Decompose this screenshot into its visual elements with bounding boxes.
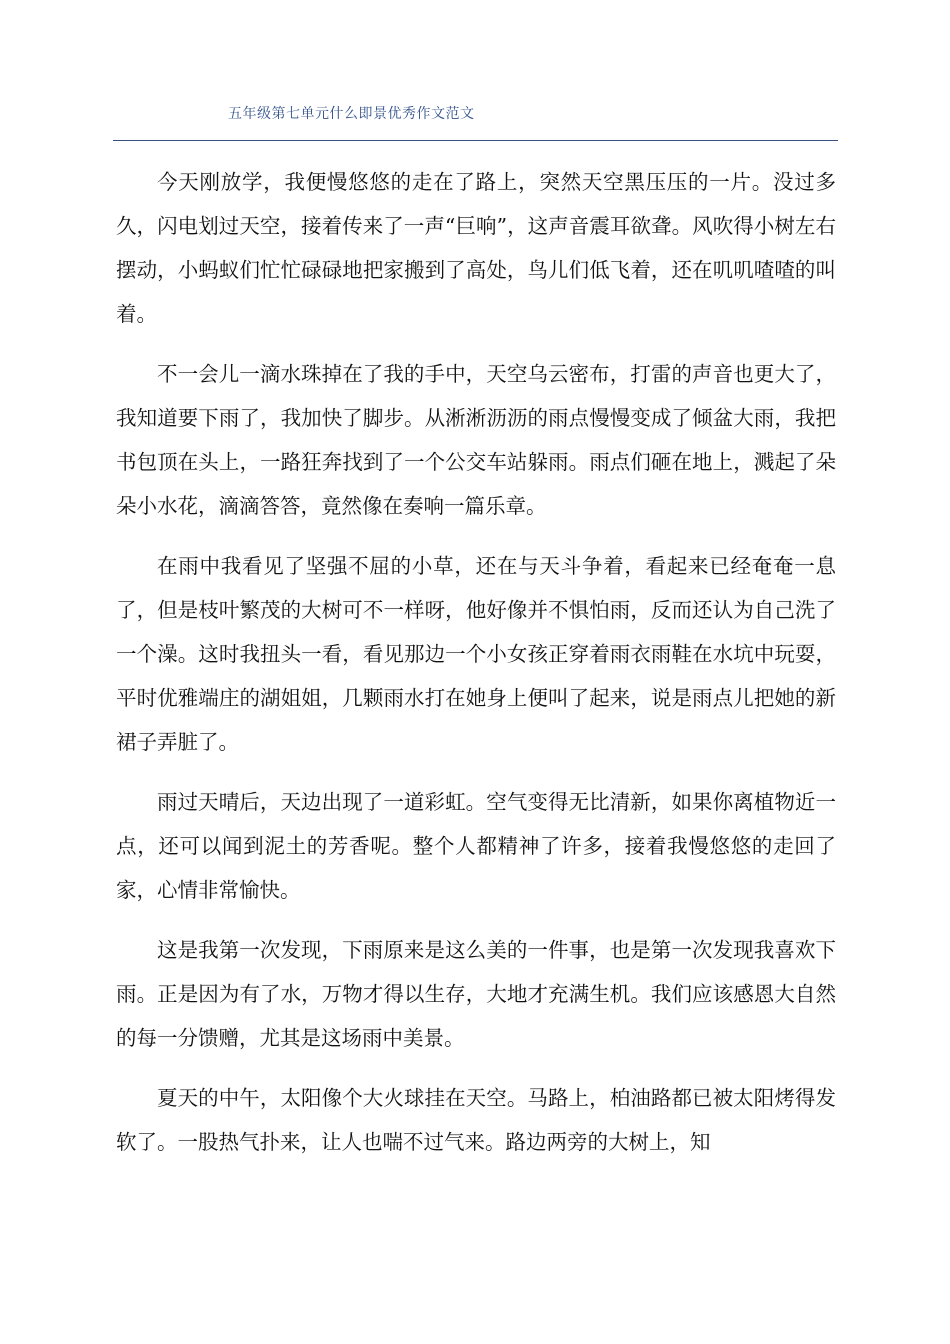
paragraph-5: 这是我第一次发现，下雨原来是这么美的一件事，也是第一次发现我喜欢下雨。正是因为有了水，万物才得以生存，大地才充满生机。我们应该感恩大自然的每一分馈赠，尤其是这场雨中美景。 [116,938,836,1050]
paragraph-4: 雨过天晴后，天边出现了一道彩虹。空气变得无比清新，如果你离植物近一点，还可以闻到泥土的芳香呢。整个人都精神了许多，接着我慢悠悠的走回了家，心情非常愉快。 [116,790,836,902]
paragraph-2: 不一会儿一滴水珠掉在了我的手中，天空乌云密布，打雷的声音也更大了，我知道要下雨了，我加快了脚步。从淅淅沥沥的雨点慢慢变成了倾盆大雨，我把书包顶在头上，一路狂奔找到了一个公交车站躲雨。雨点们砸在地上，溅起了朵朵小水花，滴滴答答，竟然像在奏响一篇乐章。 [116,362,836,518]
page-header-title: 五年级第七单元什么即景优秀作文范文 [228,106,475,122]
paragraph-1: 今天刚放学，我便慢悠悠的走在了路上，突然天空黑压压的一片。没过多久，闪电划过天空，接着传来了一声“巨响”，这声音震耳欲聋。风吹得小树左右摆动，小蚂蚁们忙忙碌碌地把家搬到了高处，鸟儿们低飞着，还在叽叽喳喳的叫着。 [116,170,836,326]
header-divider [113,140,838,141]
paragraph-3: 在雨中我看见了坚强不屈的小草，还在与天斗争着，看起来已经奄奄一息了，但是枝叶繁茂的大树可不一样呀，他好像并不惧怕雨，反而还认为自己洗了一个澡。这时我扭头一看，看见那边一个小女孩正穿着雨衣雨鞋在水坑中玩耍，平时优雅端庄的湖姐姐，几颗雨水打在她身上便叫了起来，说是雨点儿把她的新裙子弄脏了。 [116,554,836,754]
article-body [116,160,836,1180]
paragraph-6: 夏天的中午，太阳像个大火球挂在天空。马路上，柏油路都已被太阳烤得发软了。一股热气扑来，让人也喘不过气来。路边两旁的大树上，知 [116,1086,836,1154]
